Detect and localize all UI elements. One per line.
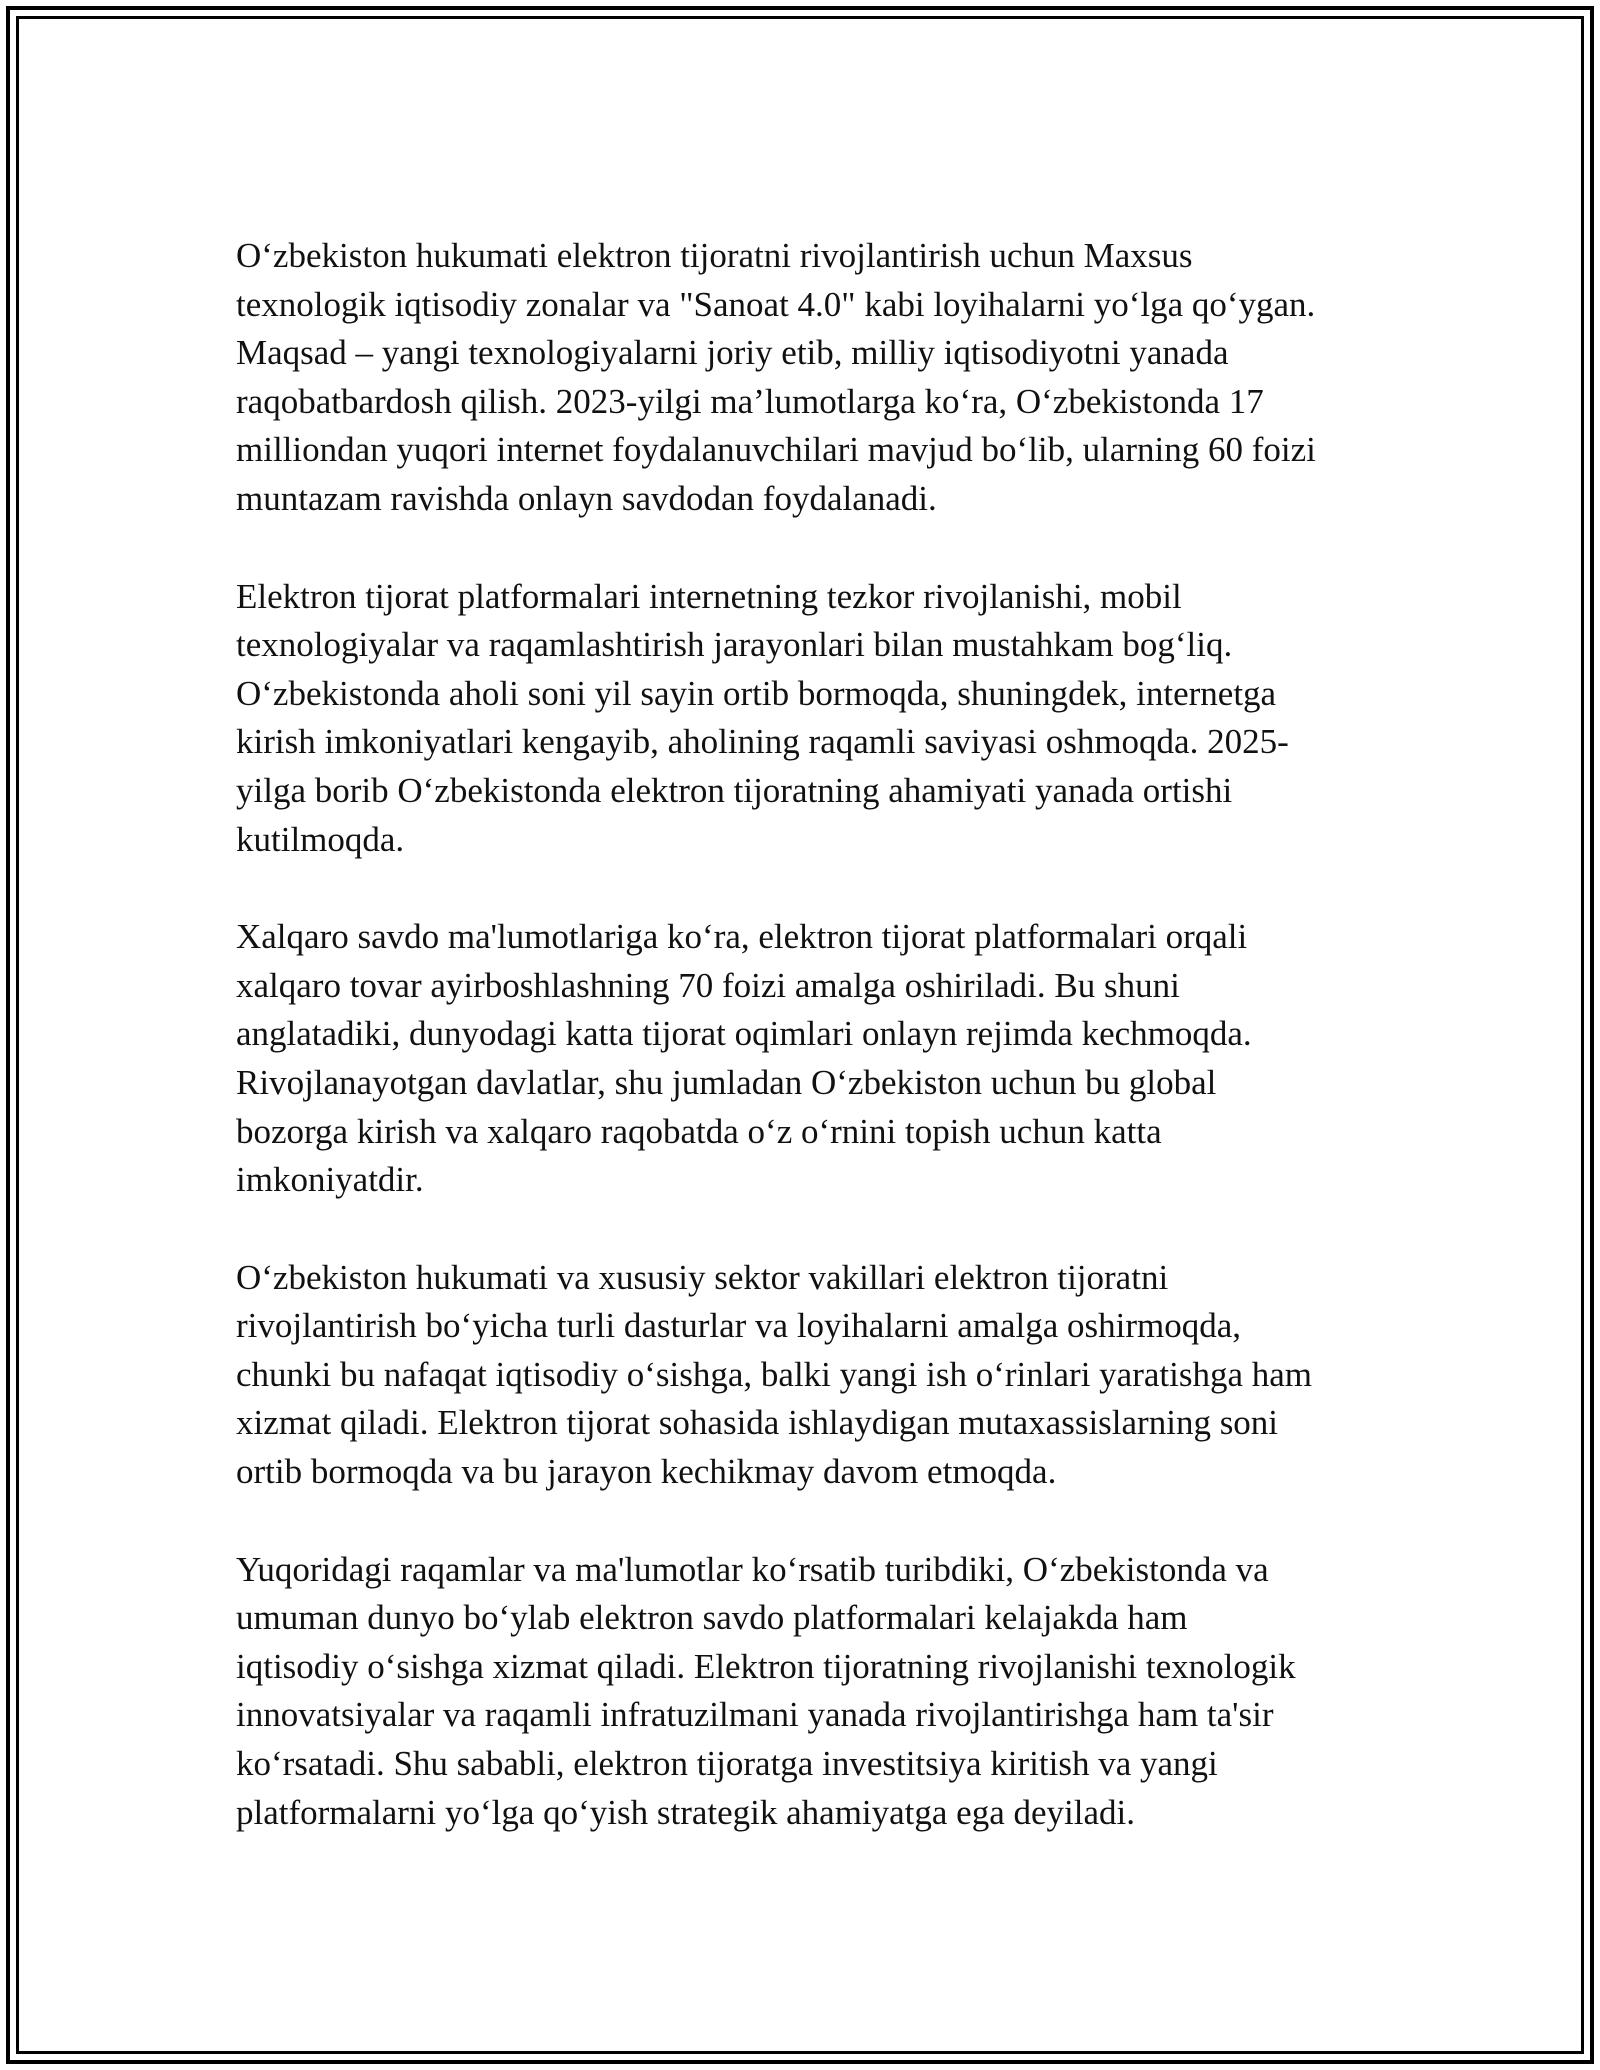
text-line: O‘zbekiston hukumati va xususiy sektor vakillari elektron tijoratni (236, 1257, 1169, 1297)
text-line: anglatadiki, dunyodagi katta tijorat oqimlari onlayn rejimda kechmoqda. (236, 1014, 1252, 1054)
text-line: kirish imkoniyatlari kengayib, aholining raqamli saviyasi oshmoqda. 2025- (236, 722, 1289, 762)
text-line: ko‘rsatadi. Shu sababli, elektron tijoratga investitsiya kiritish va yangi (236, 1744, 1218, 1784)
text-line: xizmat qiladi. Elektron tijorat sohasida ishlaydigan mutaxassislarning soni (236, 1403, 1279, 1443)
text-line: imkoniyatdir. (236, 1160, 424, 1200)
text-line: Rivojlanayotgan davlatlar, shu jumladan O‘zbekiston uchun bu global (236, 1062, 1217, 1102)
text-line: kutilmoqda. (236, 819, 405, 859)
text-line: iqtisodiy o‘sishga xizmat qiladi. Elektron tijoratning rivojlanishi texnologik (236, 1646, 1296, 1686)
text-line: innovatsiyalar va raqamli infratuzilmani yanada rivojlantirishga ham ta'sir (236, 1695, 1274, 1735)
text-line: muntazam ravishda onlayn savdodan foydalanadi. (236, 478, 937, 518)
text-line: Maqsad – yangi texnologiyalarni joriy etib, milliy iqtisodiyotni yanada (236, 333, 1229, 373)
text-line: xalqaro tovar ayirboshlashning 70 foizi amalga oshiriladi. Bu shuni (236, 965, 1180, 1005)
text-line: umuman dunyo bo‘ylab elektron savdo platformalari kelajakda ham (236, 1598, 1188, 1638)
text-line: Xalqaro savdo ma'lumotlariga ko‘ra, elektron tijorat platformalari orqali (236, 917, 1248, 957)
paragraph-5 (236, 1546, 1376, 1838)
text-line: milliondan yuqori internet foydalanuvchilari mavjud bo‘lib, ularning 60 foizi (236, 430, 1316, 470)
document-body (236, 232, 1376, 1837)
paragraph-1 (236, 232, 1376, 524)
text-line: bozorga kirish va xalqaro raqobatda o‘z o‘rnini topish uchun katta (236, 1111, 1162, 1151)
paragraph-4 (236, 1254, 1376, 1497)
text-line: platformalarni yo‘lga qo‘yish strategik ahamiyatga ega deyiladi. (236, 1792, 1135, 1832)
text-line: ortib bormoqda va bu jarayon kechikmay davom etmoqda. (236, 1452, 1057, 1492)
text-line: texnologiyalar va raqamlashtirish jarayonlari bilan mustahkam bog‘liq. (236, 625, 1233, 665)
paragraph-2 (236, 573, 1376, 865)
text-line: yilga borib O‘zbekistonda elektron tijoratning ahamiyati yanada ortishi (236, 770, 1233, 810)
text-line: O‘zbekiston hukumati elektron tijoratni rivojlantirish uchun Maxsus (236, 236, 1193, 275)
text-line: O‘zbekistonda aholi soni yil sayin ortib bormoqda, shuningdek, internetga (236, 673, 1277, 713)
text-line: raqobatbardosh qilish. 2023-yilgi ma’lumotlarga ko‘ra, O‘zbekistonda 17 (236, 381, 1264, 421)
text-line: rivojlantirish bo‘yicha turli dasturlar va loyihalarni amalga oshirmoqda, (236, 1306, 1242, 1346)
text-line: Yuqoridagi raqamlar va ma'lumotlar ko‘rsatib turibdiki, O‘zbekistonda va (236, 1549, 1269, 1589)
text-line: Elektron tijorat platformalari internetning tezkor rivojlanishi, mobil (236, 576, 1182, 616)
paragraph-3 (236, 913, 1376, 1205)
text-line: texnologik iqtisodiy zonalar va "Sanoat 4.0" kabi loyihalarni yo‘lga qo‘ygan. (236, 284, 1316, 324)
text-line: chunki bu nafaqat iqtisodiy o‘sishga, balki yangi ish o‘rinlari yaratishga ham (236, 1354, 1313, 1394)
